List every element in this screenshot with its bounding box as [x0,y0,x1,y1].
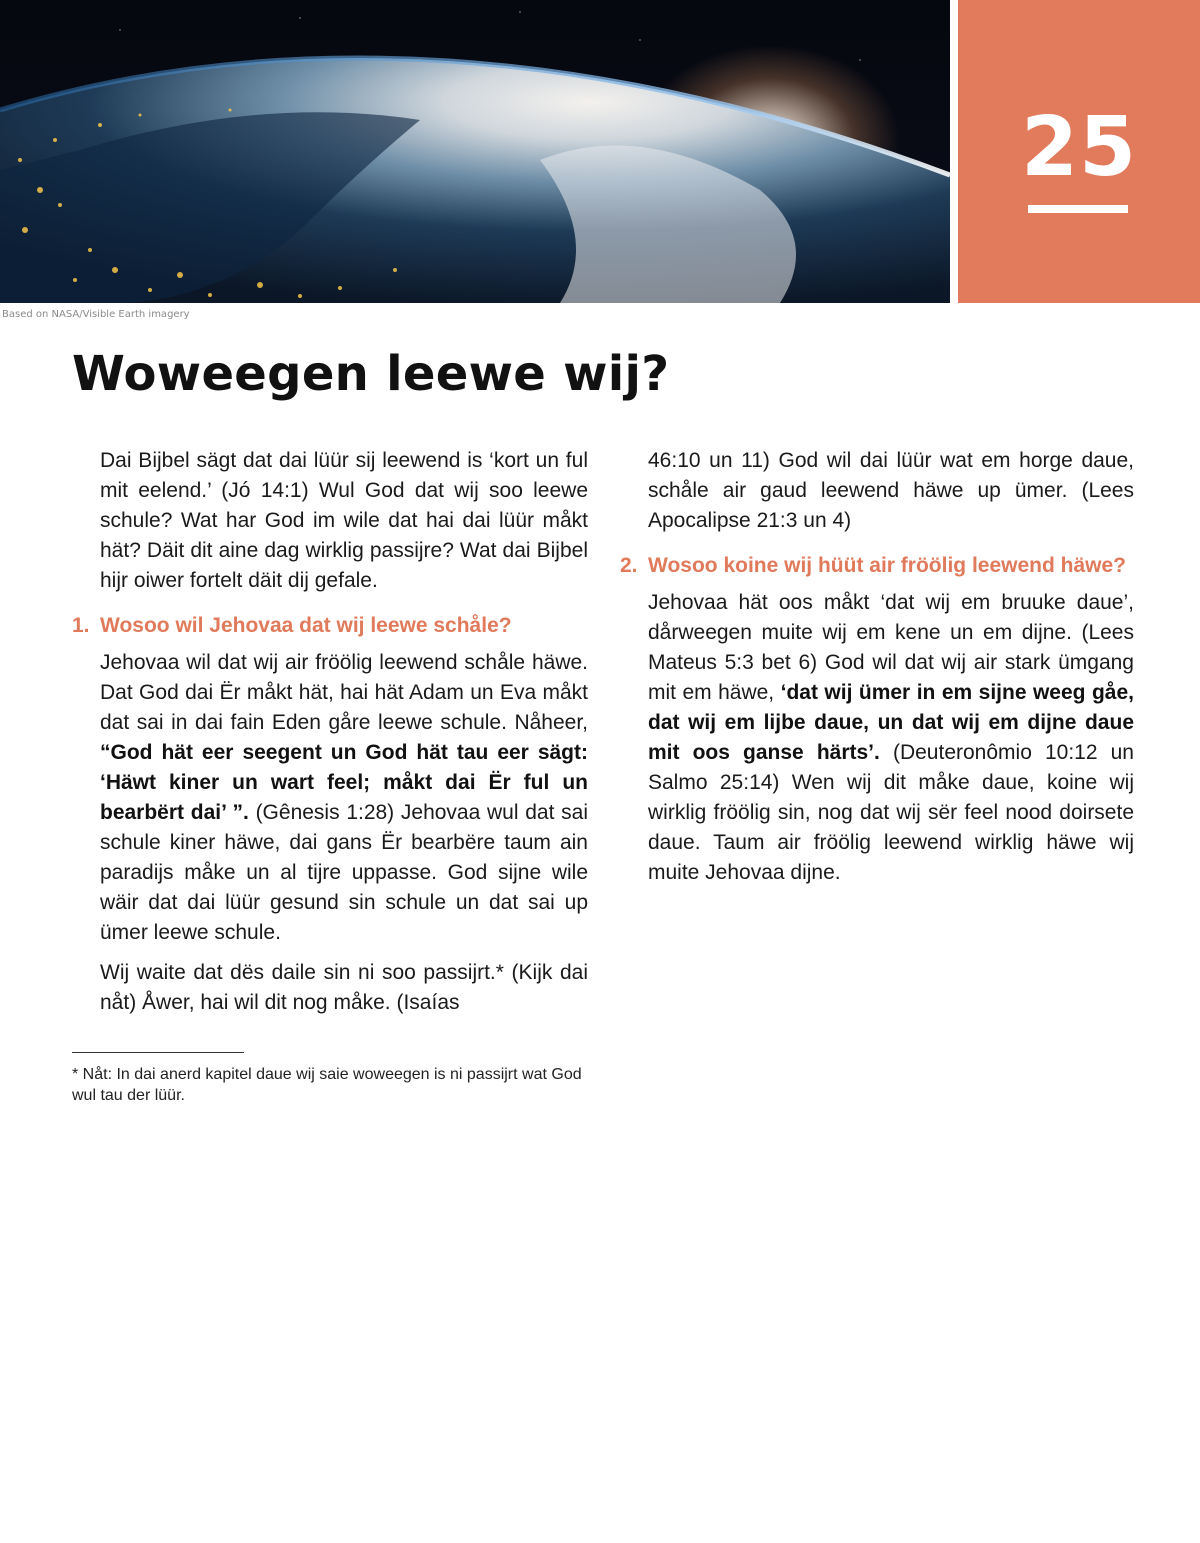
question-2-number: 2. [620,554,638,577]
chapter-number-panel [958,0,1200,303]
page-title: Woweegen leewe wij? [72,346,670,402]
right-column [620,446,1134,898]
intro-paragraph: Dai Bijbel sägt dat dai lüür sij leewend is ‘kort un ful mit eelend.’ (Jó 14:1) Wul God dat wij soo leewe schule? Wat har God im wile dat hai dai lüür måkt hät? Däit dit aine dag wirklig passijre? Wat dai Bijbel hijr oiwer fortelt däit dij gefale. [100,449,588,592]
chapter-number: 25 [1020,100,1138,195]
question-2-text: Wosoo koine wij hüüt air fröölig leewend häwe? [648,554,1126,577]
question-1-paragraph [72,648,588,948]
question-2-heading [620,552,1134,580]
paragraph-text: Jehovaa wil dat wij air fröölig leewend schåle häwe. Dat God dai Ër måkt hät, hai hät Adam un Eva måkt dat sai in dai fain Eden gåre leewe schule. Nåheer, [100,651,588,734]
chapter-number-underline [1028,205,1128,213]
paragraph-text: Jehovaa hät oos måkt ‘dat wij em bruuke daue’, dårweegen muite wij em kene un em dijne. (Lees Mateus 5:3 bet 6) God wil dat wij air stark ümgang mit em häwe, [648,591,1134,704]
earth-from-space-icon [0,0,950,303]
footnote-divider [72,1052,244,1053]
paragraph-text: (Gênesis 1:28) Jehovaa wul dat sai schule kiner häwe, dai gans Ër bearbëre taum ain paradijs måke un al tijre uppasse. God sijne wile wäir dat dai lüür gesund sin schule un dat sai up ümer leewe schule. [100,801,588,944]
paragraph-2: Wij waite dat dës daile sin ni soo passijrt.* (Kijk dai nåt) Åwer, hai wil dit nog måke. (Isaías [100,961,588,1014]
image-credit: Based on NASA/Visible Earth imagery [2,309,190,320]
question-1-number: 1. [72,614,90,637]
question-1-text: Wosoo wil Jehovaa dat wij leewe schåle? [100,614,512,637]
left-column [72,446,588,1028]
paragraph-text: (Deuteronômio 10:12 un Salmo 25:14) Wen wij dit måke daue, koine wij wirklig fröölig sin, nog dat wij sër feel nood doirsete daue. Taum air fröölig leewend wirklig häwe wij muite Jehovaa dijne. [648,741,1134,884]
question-1-heading [72,612,588,640]
earth-from-space-image [0,0,950,303]
question-2-paragraph [620,588,1134,888]
footnote: * Nåt: In dai anerd kapitel daue wij saie woweegen is ni passijrt wat God wul tau der lüür. [72,1066,582,1104]
scripture-quote: ‘dat wij ümer in em sijne weeg gåe, dat wij em lijbe daue, un dat wij em dijne daue mit oos ganse härts’. [648,681,1134,764]
scripture-quote: “God hät eer seegent un God hät tau eer sägt: ‘Häwt kiner un wart feel; måkt dai Ër ful un bearbërt dai’ ”. [100,741,588,824]
paragraph-2-continued: 46:10 un 11) God wil dai lüür wat em horge daue, schåle air gaud leewend häwe up ümer. (Lees Apocalipse 21:3 un 4) [648,449,1134,532]
